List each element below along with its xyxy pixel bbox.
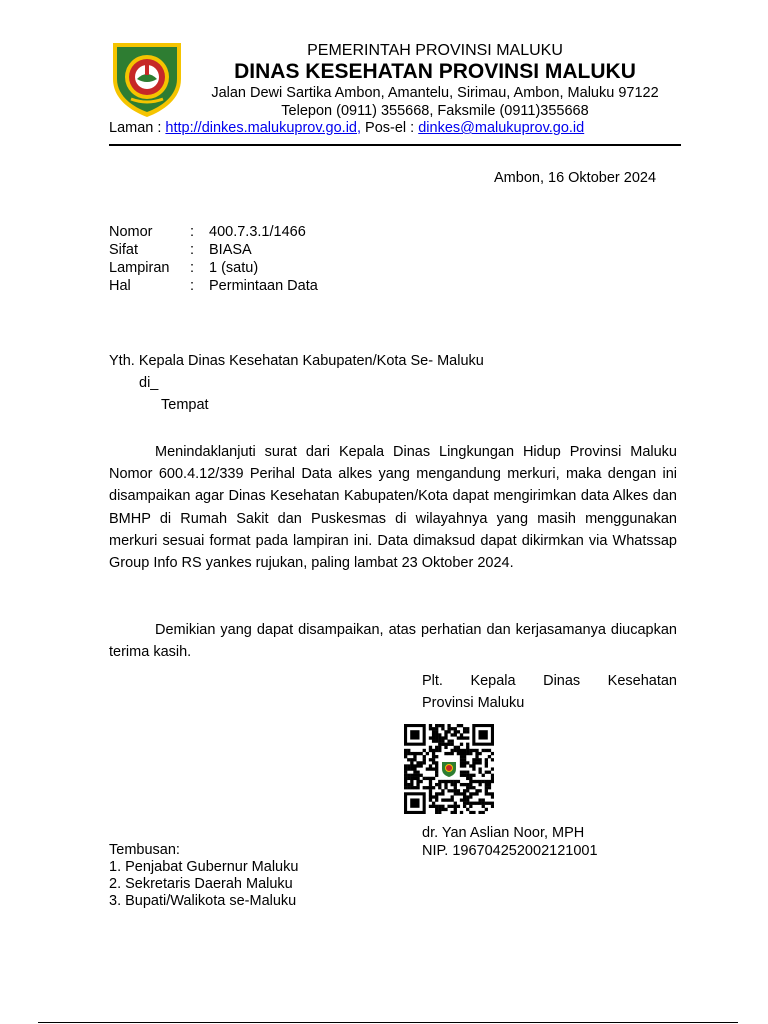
addressee-line: Yth. Kepala Dinas Kesehatan Kabupaten/Kota Se- Maluku [109,353,484,369]
metadata-value: 400.7.3.1/1466 [209,224,306,240]
metadata-label: Lampiran [109,260,170,276]
cc-list-item: 1. Penjabat Gubernur Maluku [109,859,299,875]
metadata-value: BIASA [209,242,252,258]
signatory-nip: NIP. 196704252002121001 [422,843,598,859]
body-paragraph-1: Menindaklanjuti surat dari Kepala Dinas Lingkungan Hidup Provinsi Maluku Nomor 600.4.12/339 Perihal Data alkes yang mengandung merkuri, maka dengan ini disampaikan agar Dinas Kesehatan Kabupaten/Kota dapat mengirimkan data Alkes dan BMHP di Rumah Sakit dan Puskesmas di wilayahnya yang masih menggunakan merkuri sesuai format pada lampiran ini. Data dimaksud dapat dikirmkan via Whatssap Group Info RS yankes rujukan, paling lambat 23 Oktober 2024. [109,444,677,572]
email-link[interactable]: dinkes@malukuprov.go.id [418,120,585,136]
agency-name: DINAS KESEHATAN PROVINSI MALUKU [234,60,636,83]
website-link[interactable]: http://dinkes.malukuprov.go.id, [165,120,362,136]
addressee-at: di_ [139,375,159,391]
page-bottom-rule [38,1022,738,1023]
cc-list-item: 2. Sekretaris Daerah Maluku [109,876,293,892]
contact-line [109,120,584,136]
metadata-colon: : [190,260,195,276]
agency-phone-fax: Telepon (0911) 355668, Faksmile (0911)355668 [281,103,589,119]
letterhead-divider [109,144,681,146]
agency-address: Jalan Dewi Sartika Ambon, Amantelu, Sirimau, Ambon, Maluku 97122 [211,85,659,101]
signature-title-line2: Provinsi Maluku [422,695,525,711]
addressee-place: Tempat [161,397,209,413]
signature-title-line1: Plt. Kepala Dinas Kesehatan [422,673,677,689]
metadata-colon: : [190,224,195,240]
metadata-colon: : [190,242,195,258]
metadata-label: Hal [109,278,131,294]
cc-heading: Tembusan: [109,842,180,858]
body-paragraph-2: Demikian yang dapat disampaikan, atas perhatian dan kerjasamanya diucapkan terima kasih. [109,622,677,661]
maluku-province-emblem-icon [107,39,187,119]
metadata-label: Sifat [109,242,139,258]
qr-code-icon [404,724,494,814]
signatory-name: dr. Yan Aslian Noor, MPH [422,825,585,841]
email-label: Pos-el : [361,120,419,136]
letter-date: Ambon, 16 Oktober 2024 [494,170,657,186]
metadata-value: Permintaan Data [209,278,318,294]
metadata-colon: : [190,278,195,294]
metadata-label: Nomor [109,224,153,240]
government-line: PEMERINTAH PROVINSI MALUKU [307,42,563,59]
website-label: Laman : [109,120,166,136]
metadata-value: 1 (satu) [209,260,259,276]
cc-list-item: 3. Bupati/Walikota se-Maluku [109,893,297,909]
